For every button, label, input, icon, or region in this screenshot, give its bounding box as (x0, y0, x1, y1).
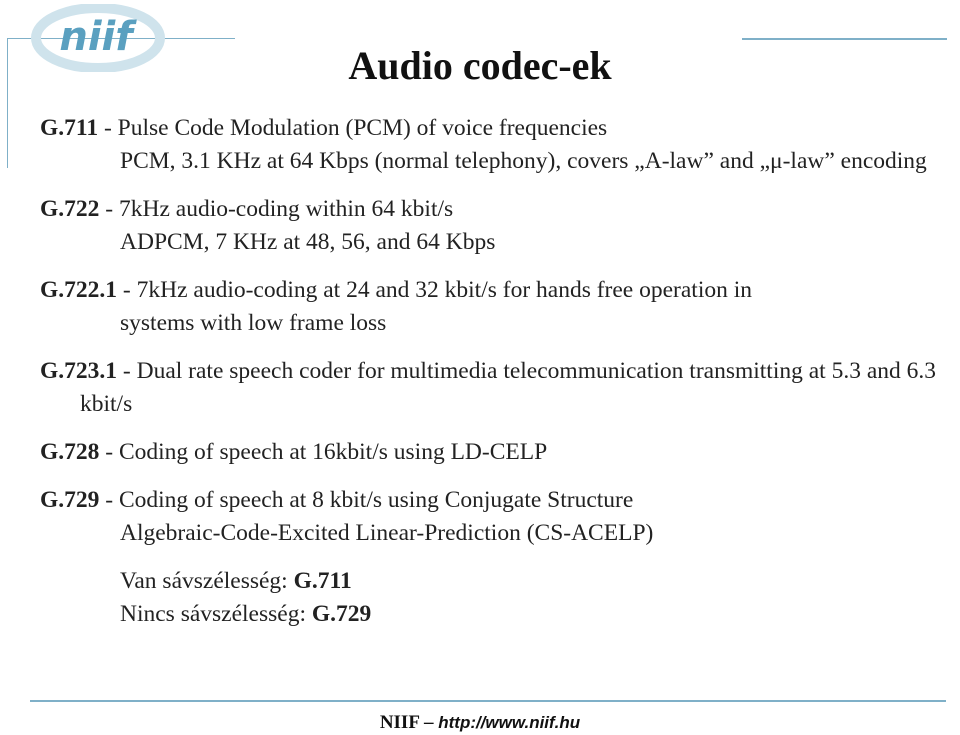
bandwidth-notes (40, 565, 945, 631)
codec-detail: systems with low frame loss (120, 310, 387, 336)
footer (0, 712, 960, 734)
footer-url: http://www.niif.hu (438, 713, 581, 732)
footer-divider (30, 700, 946, 702)
codec-item-g7221 (40, 274, 945, 340)
codec-item-g728 (40, 436, 945, 469)
bandwidth-codec: G.729 (311, 601, 372, 627)
codec-description: - 7kHz audio-coding at 24 and 32 kbit/s for hands free operation in (117, 277, 753, 303)
codec-detail: ADPCM, 7 KHz at 48, 56, and 64 Kbps (120, 229, 496, 255)
codec-item-g711 (40, 112, 945, 178)
codec-code: G.723.1 (40, 358, 118, 384)
codec-description: - Dual rate speech coder for multimedia telecommunication transmitting at 5.3 and 6.3 kbit/s (80, 358, 937, 417)
codec-code: G.711 (40, 115, 99, 141)
codec-code: G.728 (40, 439, 100, 465)
codec-detail: Algebraic-Code-Excited Linear-Prediction (CS-ACELP) (120, 520, 654, 546)
frame-line-top-right (742, 38, 947, 40)
codec-list (40, 112, 945, 631)
codec-item-g7231 (40, 355, 945, 421)
codec-code: G.722.1 (40, 277, 118, 303)
bandwidth-note-yes (120, 565, 945, 598)
logo-wordmark: niif (59, 14, 133, 60)
codec-description: - Coding of speech at 8 kbit/s using Conjugate Structure (99, 487, 634, 513)
codec-item-g722 (40, 193, 945, 259)
bandwidth-label: Nincs sávszélesség: (120, 601, 312, 627)
bandwidth-codec: G.711 (293, 568, 352, 594)
codec-code: G.722 (40, 196, 100, 222)
codec-item-g729 (40, 484, 945, 550)
codec-detail: PCM, 3.1 KHz at 64 Kbps (normal telephony), covers „A-law” and „μ-law” encoding (120, 148, 927, 174)
bandwidth-note-no (120, 598, 945, 631)
codec-code: G.729 (40, 487, 100, 513)
page-title: Audio codec-ek (348, 43, 612, 88)
footer-org: NIIF – (379, 712, 439, 733)
bandwidth-label: Van sávszélesség: (120, 568, 294, 594)
codec-description: - Coding of speech at 16kbit/s using LD-CELP (99, 439, 548, 465)
codec-description: - Pulse Code Modulation (PCM) of voice frequencies (98, 115, 608, 141)
codec-description: - 7kHz audio-coding within 64 kbit/s (99, 196, 454, 222)
